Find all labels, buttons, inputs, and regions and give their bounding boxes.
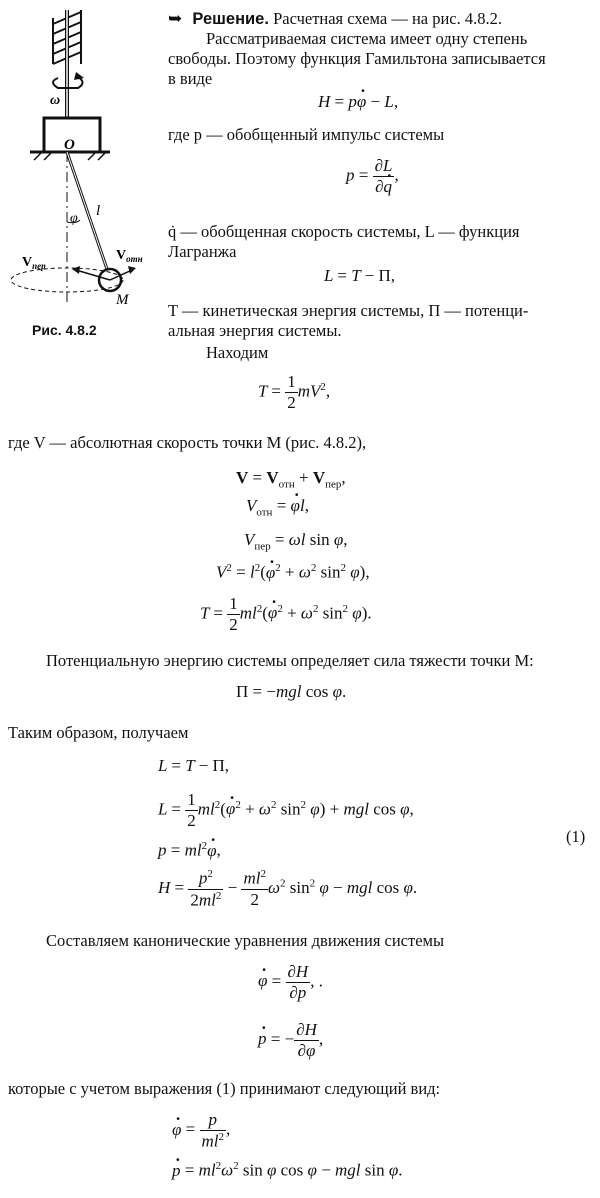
solution-heading: Решение. xyxy=(192,10,269,28)
v-per-label: $V_{пер}$ xyxy=(22,255,46,271)
thus-line: Таким образом, получаем xyxy=(8,723,189,742)
solution-line2: Рассматриваемая система имеет одну степень xyxy=(206,29,528,48)
solution-line4: в виде xyxy=(168,69,213,88)
arrow-icon: ➥ xyxy=(168,9,183,28)
find-word: Находим xyxy=(206,343,269,362)
hamiltonian-def: H = p· φ − L, xyxy=(318,92,398,112)
figure-caption: Рис. 4.8.2 xyxy=(32,322,97,338)
v-otn-eq: $V_{отн}$ = · φl, xyxy=(246,496,309,518)
final-phi-eq: · φ = $\frac{p}{ml^2}$ , xyxy=(172,1110,230,1152)
solution-heading-line xyxy=(168,8,502,30)
system-p-eq: $p = ml^2\cdot \varphi$, xyxy=(158,840,221,861)
system-L-eq: L = T − Π, xyxy=(158,756,230,775)
V-line: где V — абсолютная скорость точки M (рис. 4.8.2), xyxy=(8,433,367,452)
final-intro: которые с учетом выражения (1) принимают следующий вид: xyxy=(8,1079,441,1098)
length-label: l xyxy=(96,203,101,219)
system-H-eq: H = $\frac{p^2}{2ml^2}$ − $\frac{ml^2}{2}$ $\omega^2$ $\sin^2 \varphi$ − mgl cos φ. xyxy=(158,868,418,910)
canonical-p-eq: · p = − $\frac{\partial H}{\partial\varphi}$ , xyxy=(258,1020,323,1061)
point-o-label: O xyxy=(64,137,75,153)
solution-line1: Расчетная схема — на рис. 4.8.2. xyxy=(268,9,502,28)
equation-number: (1) xyxy=(566,827,586,846)
qdot-line1: q̇ — обобщенная скорость системы, L — функция xyxy=(168,222,520,241)
T-line2: альная энергия системы. xyxy=(168,321,342,340)
kinetic-full-eq: T = $\frac{1}{2}$ $ml^2(\cdot \varphi^2 + \omega^2$ $\sin^2 \varphi$). xyxy=(200,594,372,635)
solution-line3: свободы. Поэтому функция Гамильтона записывается xyxy=(168,49,546,68)
final-p-eq: · $p = ml^2\omega^2$ sin φ cos φ − mgl sin φ. xyxy=(172,1160,403,1181)
omega-label: ω xyxy=(50,93,61,108)
v-otn-label: $V_{отн}$ xyxy=(116,248,143,264)
phi-label: φ xyxy=(70,211,78,226)
p-def-intro: где p — обобщенный импульс системы xyxy=(168,125,445,144)
velocity-sum-eq: $V = V_{отн} + V_{пер}$, xyxy=(236,468,346,491)
point-m-label: M xyxy=(116,292,129,308)
v-squared-eq: $V^2 = l^2(\cdot \varphi^2 + \omega^2$ $\sin^2 \varphi$), xyxy=(216,562,370,583)
kinetic-eq: T = $\frac{1}{2}$ $mV^2$, xyxy=(258,372,331,412)
v-per-eq: $V_{пер} = \omega l$ sin φ, xyxy=(244,530,348,553)
canonical-phi-eq: · φ = $\frac{\partial H}{\partial p}$ , . xyxy=(258,962,323,1003)
system-L-full-eq: L = $\frac{1}{2}$ $ml^2(\cdot \varphi^2 + \omega^2$ $\sin^2 \varphi$) + mgl cos φ, xyxy=(158,790,414,831)
lagrangian-def: L = T − Π, xyxy=(324,266,396,285)
T-line1: T — кинетическая энергия системы, Π — потенци- xyxy=(168,301,529,320)
qdot-line2: Лагранжа xyxy=(168,242,237,261)
canonical-line: Составляем канонические уравнения движения системы xyxy=(46,931,445,950)
potential-eq: Π = −mgl cos φ. xyxy=(236,682,347,701)
potential-line: Потенциальную энергию системы определяет сила тяжести точки M: xyxy=(46,651,534,670)
pendulum-figure xyxy=(0,0,150,340)
p-def-eq: p = $\frac{\partial L}{\partial\cdot q}$ , xyxy=(346,156,399,197)
